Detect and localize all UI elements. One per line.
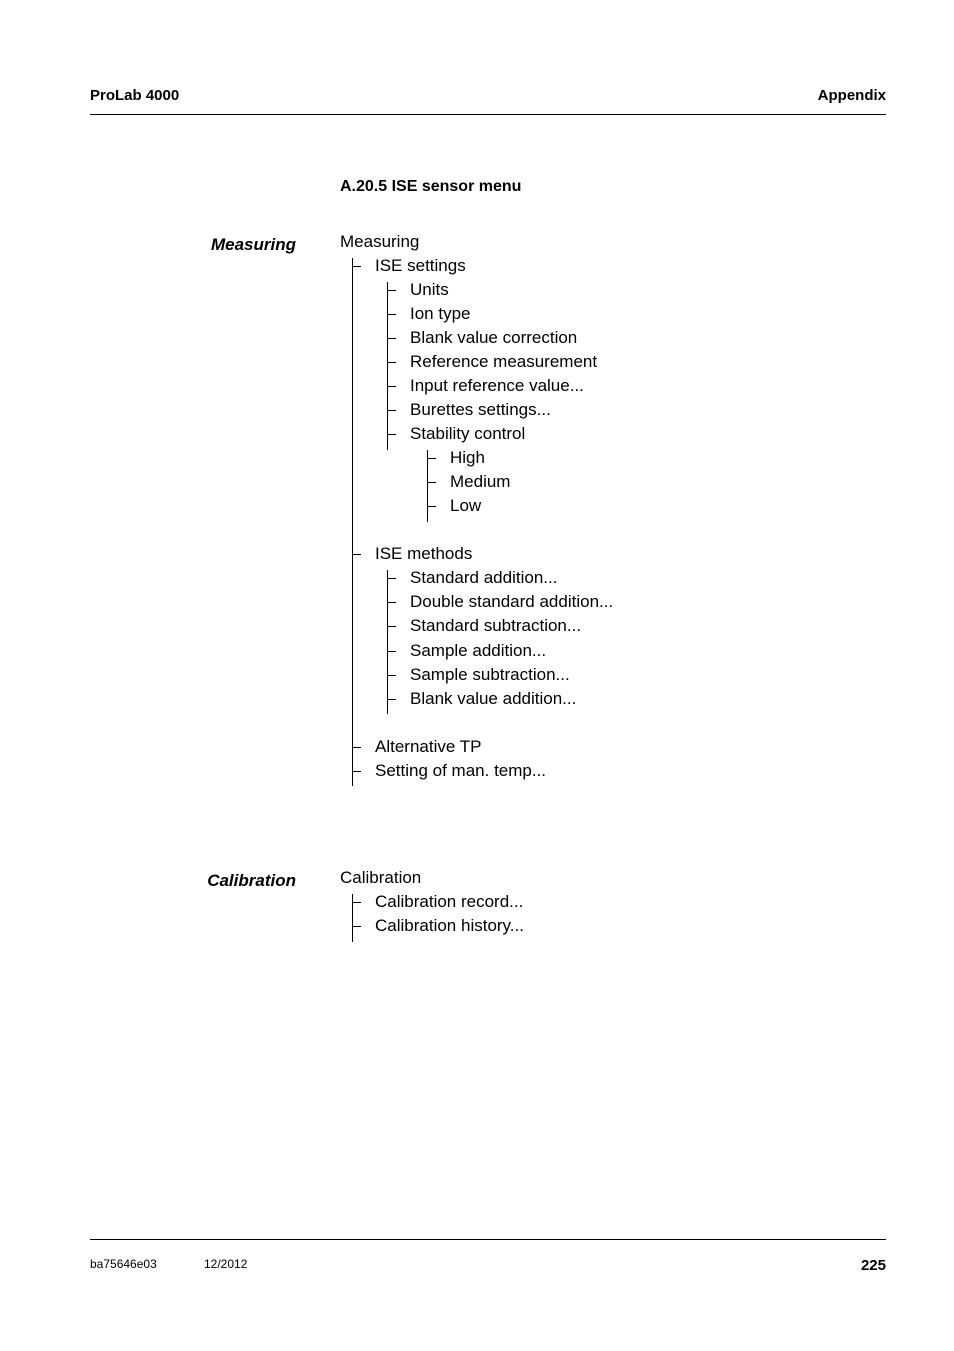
tree-item-ise-methods: ISE methods xyxy=(375,544,473,563)
tree-tick xyxy=(387,386,396,387)
tree-tick xyxy=(387,314,396,315)
tree-tick xyxy=(387,410,396,411)
tree-item-standard-addition: Standard addition... xyxy=(410,568,558,587)
tree-tick xyxy=(387,699,396,700)
tree-root-calibration: Calibration xyxy=(340,868,422,887)
tree-tick xyxy=(387,290,396,291)
tree-tick xyxy=(352,902,361,903)
page-number: 225 xyxy=(860,1257,886,1274)
tree-item-burettes-settings: Burettes settings... xyxy=(410,400,551,419)
tree-tick xyxy=(427,482,436,483)
tree-tick xyxy=(427,458,436,459)
tree-item-blank-value-addition: Blank value addition... xyxy=(410,689,577,708)
tree-tick xyxy=(387,675,396,676)
tree-tick xyxy=(387,578,396,579)
tree-tick xyxy=(427,506,436,507)
tree-item-reference-measurement: Reference measurement xyxy=(410,352,598,371)
header-product-name: ProLab 4000 xyxy=(90,87,180,104)
tree-tick xyxy=(352,926,361,927)
tree-item-alternative-tp: Alternative TP xyxy=(375,737,482,756)
tree-line-ise-settings xyxy=(387,282,388,450)
tree-tick xyxy=(387,362,396,363)
tree-root-measuring: Measuring xyxy=(340,232,420,251)
tree-tick xyxy=(352,266,361,267)
footer-rule xyxy=(90,1239,886,1240)
tree-line-ise-methods xyxy=(387,570,388,714)
footer-doc-id: ba75646e03 xyxy=(90,1257,157,1271)
tree-item-calibration-record: Calibration record... xyxy=(375,892,524,911)
tree-item-units: Units xyxy=(410,280,449,299)
tree-item-sample-addition: Sample addition... xyxy=(410,641,547,660)
header-rule xyxy=(90,114,886,115)
tree-item-stability-control: Stability control xyxy=(410,424,526,443)
tree-line-measuring xyxy=(352,258,353,786)
tree-item-blank-value-correction: Blank value correction xyxy=(410,328,578,347)
footer-date: 12/2012 xyxy=(204,1257,248,1271)
tree-item-high: High xyxy=(450,448,485,467)
tree-tick xyxy=(352,771,361,772)
tree-tick xyxy=(352,747,361,748)
tree-item-double-standard-addition: Double standard addition... xyxy=(410,592,614,611)
tree-item-ion-type: Ion type xyxy=(410,304,471,323)
tree-tick xyxy=(387,626,396,627)
tree-item-calibration-history: Calibration history... xyxy=(375,916,524,935)
tree-item-medium: Medium xyxy=(450,472,511,491)
tree-tick xyxy=(387,338,396,339)
tree-tick xyxy=(387,651,396,652)
section-title: A.20.5 ISE sensor menu xyxy=(340,178,522,195)
tree-item-input-reference-value: Input reference value... xyxy=(410,376,584,395)
margin-label-measuring: Measuring xyxy=(210,235,296,254)
tree-item-low: Low xyxy=(450,496,482,515)
tree-item-sample-subtraction: Sample subtraction... xyxy=(410,665,570,684)
tree-tick xyxy=(387,602,396,603)
tree-item-standard-subtraction: Standard subtraction... xyxy=(410,616,582,635)
margin-label-calibration: Calibration xyxy=(207,871,296,890)
tree-item-ise-settings: ISE settings xyxy=(375,256,466,275)
tree-item-setting-of-man-temp: Setting of man. temp... xyxy=(375,761,547,780)
tree-tick xyxy=(387,434,396,435)
header-chapter-name: Appendix xyxy=(817,87,886,104)
tree-line-stability-control xyxy=(427,450,428,522)
tree-tick xyxy=(352,554,361,555)
